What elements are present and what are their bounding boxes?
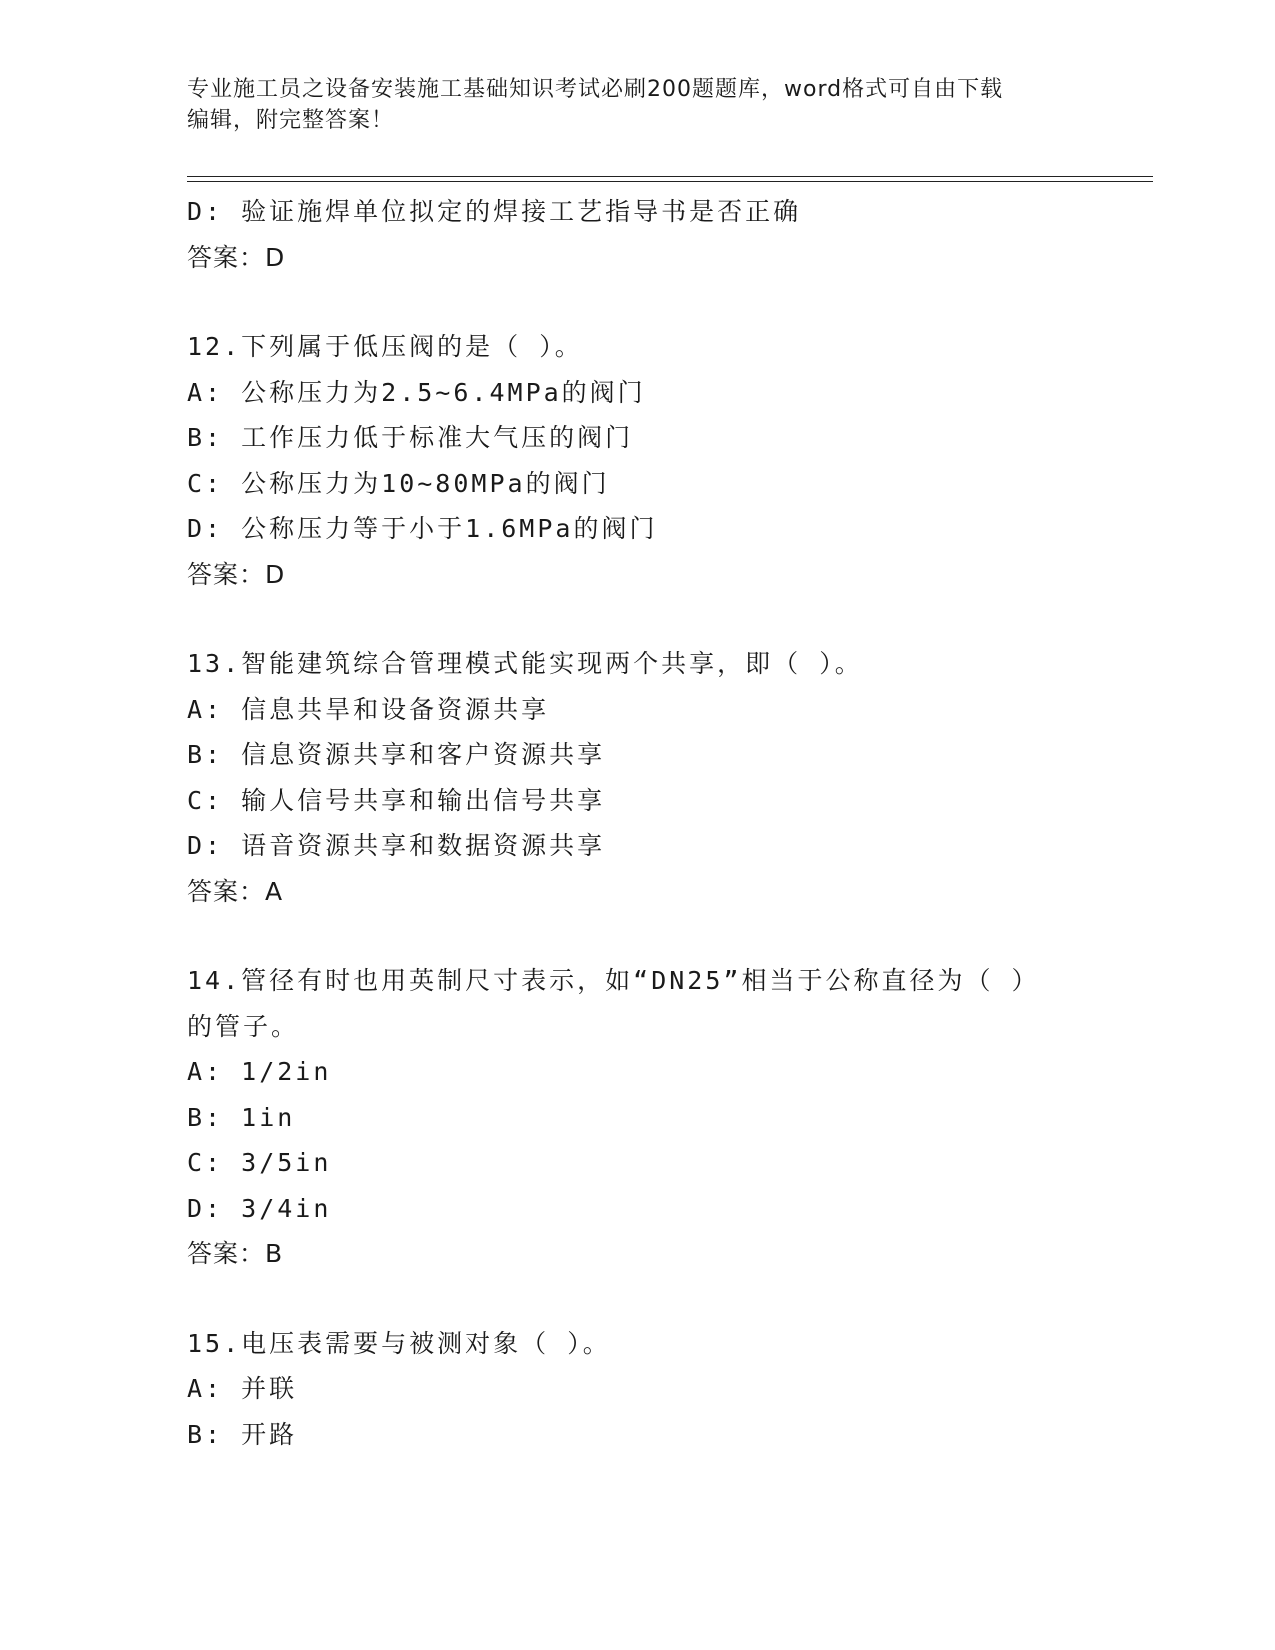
- option-d: D: 3/4in: [187, 1193, 332, 1223]
- header-rule-top: [187, 176, 1153, 177]
- question-11-tail: [187, 189, 1087, 280]
- answer-line: 答案：A: [187, 876, 284, 906]
- option-c: C: 3/5in: [187, 1148, 332, 1177]
- question-13: [187, 641, 1087, 914]
- option-c: C: 输人信号共享和输出信号共享: [187, 785, 606, 815]
- option-a: A: 信息共旱和设备资源共享: [187, 694, 550, 724]
- document-header: [187, 74, 1067, 136]
- question-list: [187, 189, 1087, 1457]
- header-line-2: 编辑，附完整答案！: [187, 108, 395, 133]
- spacer: [187, 914, 1087, 958]
- option-a: A: 公称压力为2.5~6.4MPa的阀门: [187, 377, 646, 407]
- header-line-1: 专业施工员之设备安装施工基础知识考试必刷200题题库，word格式可自由下载: [187, 77, 1004, 102]
- spacer: [187, 280, 1087, 324]
- option-a: A: 1/2in: [187, 1057, 332, 1086]
- option-b: B: 开路: [187, 1419, 298, 1449]
- option-a: A: 并联: [187, 1374, 298, 1403]
- option-b: B: 1in: [187, 1102, 296, 1132]
- question-stem: 12.下列属于低压阀的是（ ）。: [187, 332, 583, 361]
- spacer: [187, 1277, 1087, 1321]
- option-b: B: 工作压力低于标准大气压的阀门: [187, 423, 634, 452]
- option-c: C: 公称压力为10~80MPa的阀门: [187, 468, 610, 498]
- option-d: D: 验证施焊单位拟定的焊接工艺指导书是否正确: [187, 197, 802, 226]
- question-12: [187, 324, 1087, 597]
- header-rule-bottom: [187, 181, 1153, 182]
- spacer: [187, 597, 1087, 641]
- question-stem: 13.智能建筑综合管理模式能实现两个共享，即（ ）。: [187, 649, 863, 678]
- answer-line: 答案：B: [187, 1239, 284, 1268]
- option-d: D: 语音资源共享和数据资源共享: [187, 831, 606, 860]
- question-15: [187, 1321, 1087, 1458]
- answer-line: 答案：D: [187, 242, 286, 272]
- question-stem: 14.管径有时也用英制尺寸表示，如“DN25”相当于公称直径为（ ）: [187, 966, 1040, 995]
- answer-line: 答案：D: [187, 559, 286, 589]
- question-stem-continued: 的管子。: [187, 1011, 300, 1041]
- question-14: [187, 958, 1087, 1277]
- option-d: D: 公称压力等于小于1.6MPa的阀门: [187, 514, 658, 543]
- option-b: B: 信息资源共享和客户资源共享: [187, 740, 606, 769]
- question-stem: 15.电压表需要与被测对象（ ）。: [187, 1328, 611, 1358]
